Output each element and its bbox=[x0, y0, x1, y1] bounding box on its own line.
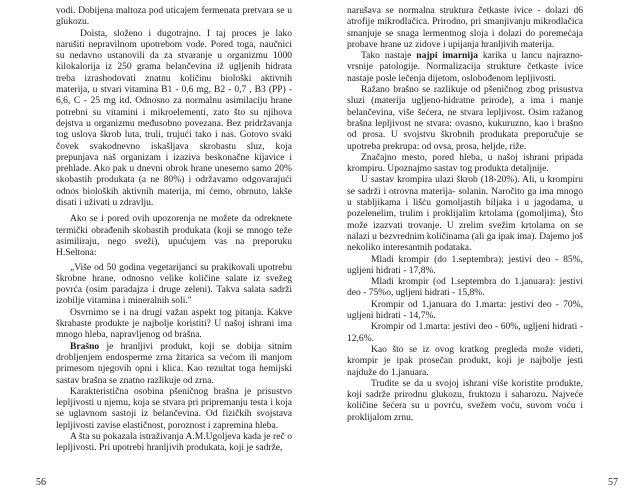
right-page-text bbox=[347, 5, 583, 423]
right-page bbox=[319, 0, 638, 498]
bold-term: najpi imarnija bbox=[416, 50, 478, 62]
paragraph: Krompir od 1.januara do 1.marta: jestivi deo - 70%, ugljeni hidrati - 14,7%. bbox=[347, 298, 583, 322]
paragraph: narušava se normalna struktura četkaste ivice - dolazi d6 atrofije mikrodlačica. Prirodno, pri smanjivanju mikrodlačica smanjuje se snaga lermentnog sloja i dolazi do poremećaja probave hrane uz zidove i upijanja hranljivih materija. bbox=[347, 5, 583, 50]
paragraph: Mladi krompir (od 1.septembra do 1.januara): jestivi deo - 75%o, ugljeni hidrati - 15,8%. bbox=[347, 276, 583, 299]
paragraph: Mladi krompir (do 1.septembra): jestivi deo - 85%, ugljeni hidrati - 17,8%. bbox=[347, 253, 583, 276]
paragraph: U sastav krompira ulazi škrob (18-20%). Ali, u krompiru se sadrži i otrovna materija- solanin. Naročito ga ima mnogo u stabljikama i lišću gomoljastih biljaka i u jagodama, u pozelenelim, trulim i proklijalim krtolama (gomoljima), Što može izazvati trovanje. U zrelim svežim krtolama on se nalazi u bezvrednim količinama (ali ga ipak ima). Dajemo još nekoliko interesantnih podataka. bbox=[347, 174, 583, 254]
paragraph: A šta su pokazala istraživanja A.M.Ugoljeva kada je reč o lepljivosti. Pri upotrebi hranljivih produkata, koji je sadrže, bbox=[56, 430, 292, 454]
paragraph: Krompir od 1.marta: jestivi deo - 60%, ugljeni hidrati - 12,6%. bbox=[347, 321, 583, 344]
page-number: 57 bbox=[608, 477, 618, 488]
paragraph: Trudite se da u svojoj ishrani više koristite produkte, koji sadrže prirodnu glukozu, fruktozu i saharozu. Najveće količine šećera su u povrću, svežem voću, suvom voću i proklijalom zrnu. bbox=[347, 377, 583, 423]
paragraph: Ako se i pored ovih upozorenja ne možete da odreknete termički obrađenih skobastih produkata (koji se mnogo teže asimiliraju, nego sveži), upućujem vas na preporuku H.Seltona: bbox=[56, 213, 292, 259]
quote-paragraph: „Više od 50 godina vegetarijanci su prakikovali upotrebu škrobne hrane, odnosno velike količine salate iz svežeg povrća (osim paradajza i druge zeleni). Takva salata sadrži izobilje vitamina i mineralnih soli." bbox=[56, 261, 292, 307]
left-page-text bbox=[56, 5, 292, 454]
page-number: 56 bbox=[36, 477, 46, 488]
paragraph: Osvrnimo se i na drugi važan aspekt tog pitanja. Kakve škrabaste produkte je najbolje koristiti? U našoj ishrani ima mnogo hleba, napravljenog od brašna. bbox=[56, 306, 292, 341]
paragraph-text: Tako nastaje bbox=[361, 50, 417, 62]
paragraph: Karakteristična osobina pšeničnog brašna je prisustvo lepljivosti u njemu, koja se stvara pri pripremanju testa i koja se uglavnom sastoji iz belančevina. Od fizičkih svojstava lepljivosti zavise elastičnost, poroznost i zapremina hleba. bbox=[56, 385, 292, 431]
paragraph: Doista, složeno i dugotrajno. I taj proces je lako narušiti nepravilnom upotrebom vode. Pored toga, naučnici su nedavno ustanovili da za stvaranje u organizmu 1000 kilokalorija iz 250 grama belančevina iž ugljenih hidrata treba izrashodovati znatnu količinu biološki aktivnih materija, u stvari vitamina B1 - 0,6 mg, B2 - 0,7 , B3 (PP) - 6,6, C - 25 mg itd. Odnosno za normalnu asimilaciju hrane potrebni su vitamini i mikroelementi, zato što su njihova dejstva u organizmu međusobno povezana. Bez pridržavanja tog uslova škrob luta, truli, trujući tako i nas. Gotovo svaki čovek svakodnevno iskašljava skrobastu sluz, koja prepunjava naš organizam i izaziva beskonačne kijavice i prehlade. Ako pak u dnevni obrok hrane unesemo samo 20% skobastih produkata (a ne 80%) i održavamo odgovarajući odnos bioloških aktivnih materija, mi ćemo, obrnuto, lakše disati i uživati u zdravlju. bbox=[56, 27, 292, 209]
paragraph: Značajno mesto, pored hleba, u našoj ishrani pripada krompiru. Upoznajmo sastav tog produkta detaljnije. bbox=[347, 151, 583, 175]
paragraph-text: je hranljivi produkt, koji se dobija sitnim drobljenjem endosperme zrna žitarica sa većom ili manjom primesom njegovih opni i klica. Kao rezultat toga hemijski sastav brašna se znatno razlikuje od zrna. bbox=[56, 340, 292, 386]
paragraph bbox=[56, 341, 292, 386]
paragraph: vodi. Dobijena maltoza pod uticajem fermenata pretvara se u glukozu. bbox=[56, 5, 292, 28]
paragraph: Kao što se iz ovog kratkog pregleda može videti, krompir je ipak prosečan produkt, koji je najbolje jesti najduže do 1.januara. bbox=[347, 343, 583, 378]
paragraph bbox=[347, 50, 583, 84]
paragraph-text: karika u lancu najrazno-vrsnije patologije. Normalizacija strukture četkaste ivice nastaje posle lečenja dijetom, oslobođenom lepljivosti. bbox=[347, 50, 583, 84]
bold-term: Brašno bbox=[70, 340, 100, 352]
paragraph: Ražano brašno se razlikuje od pšeničnog zbog prisustva sluzi (materija ugljeno-hidratne prirode), a ima i manje belančevina, više šećera, ne stvara lepljivost. Osim ražanog brašna lepljivost ne stvara: ovasno, kukuruzno, kao i brašno od prosa. U svojstvu škrobnih produkata preporučuje se upotreba prekrupa: od ovsa, prosa, heljde, riže. bbox=[347, 84, 583, 152]
